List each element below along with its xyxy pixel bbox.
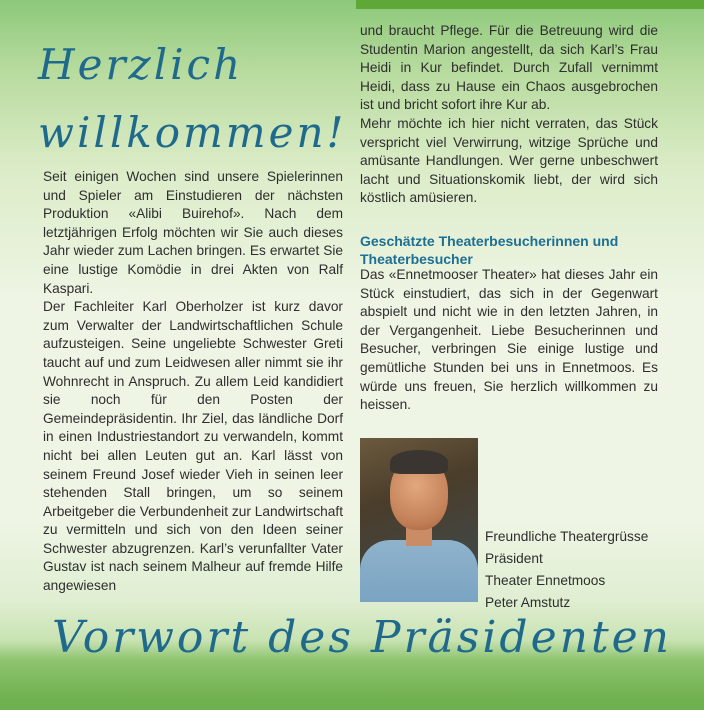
visitors-heading: Geschätzte Theaterbesucherinnen und Theaterbesucher [360,233,619,267]
signature-name: Peter Amstutz [485,595,571,610]
signature-organization: Theater Ennetmoos [485,573,606,588]
right-text-column [360,22,658,208]
intro-paragraph: Seit einigen Wochen sind unsere Spielerinnen und Spieler am Einstudieren der nächsten Produktion «Alibi Buirehof». Nach dem letztjährigen Erfolg möchten wir Sie auch dieses Jahr wieder zum Lachen bringen. Es erwartet Sie eine lustige Komödie in drei Akten von Ralf Kaspari. [43,169,343,296]
left-text-column [43,168,343,596]
signature-block [485,526,648,614]
plot-paragraph: Der Fachleiter Karl Oberholzer ist kurz davor zum Verwalter der Landwirtschaftlichen Schule aufzusteigen. Seine ungeliebte Schwester Greti taucht auf und zum Leidwesen aller nimmt sie ihr Wohnrecht in Anspruch. Zu allem Leid kandidiert sie noch für den Posten der Gemeindepräsidentin. Ihr Ziel, das ländliche Dorf in einen Industriestandort zu verwandeln, kommt nicht bei allen Leuten gut an. Karl lässt von seinem Freund Josef wieder Vieh in seinen leer stehenden Stall bringen, um so seinem Arbeitgeber die Verbundenheit zur Landwirtschaft zu vermitteln und sich von den Ideen seiner Schwester abzugrenzen. Karl’s verunfallter Vater Gustav ist nach seinem Malheur auf fremde Hilfe angewiesen [43,299,343,594]
signature-greeting: Freundliche Theatergrüsse [485,529,649,544]
president-photo [360,438,478,602]
plot-continued-paragraph: und braucht Pflege. Für die Betreuung wird die Studentin Marion angestellt, da sich Karl’s Frau Heidi in Kur befindet. Durch Zufall vernimmt Heidi, dass zu Hause ein Chaos ausgebrochen ist und bricht sofort ihre Kur ab. [360,23,658,113]
top-green-bar [356,0,704,9]
footer-title: Vorwort des Präsidenten [52,612,673,663]
signature-role: Präsident [485,551,543,566]
teaser-paragraph: Mehr möchte ich hier nicht verraten, das Stück verspricht viel Verwirrung, witzige Sprüche und amüsante Handlungen. Wer gerne unbeschwert lacht und Situationskomik liebt, der wird sich köstlich amüsieren. [360,115,658,206]
page-title-line1: Herzlich [38,40,244,89]
page-title-line2: willkommen! [38,108,347,157]
visitors-paragraph: Das «Ennetmooser Theater» hat dieses Jahr ein Stück einstudiert, das sich in der Gegenwart abspielt und nicht wie in den letzten Jahren, in der Vergangenheit. Liebe Besucherinnen und Besucher, verbringen Sie einige lustige und gemütliche Stunden bei uns in Ennetmoos. Es würde uns freuen, Sie herzlich willkommen zu heissen. [360,267,658,413]
